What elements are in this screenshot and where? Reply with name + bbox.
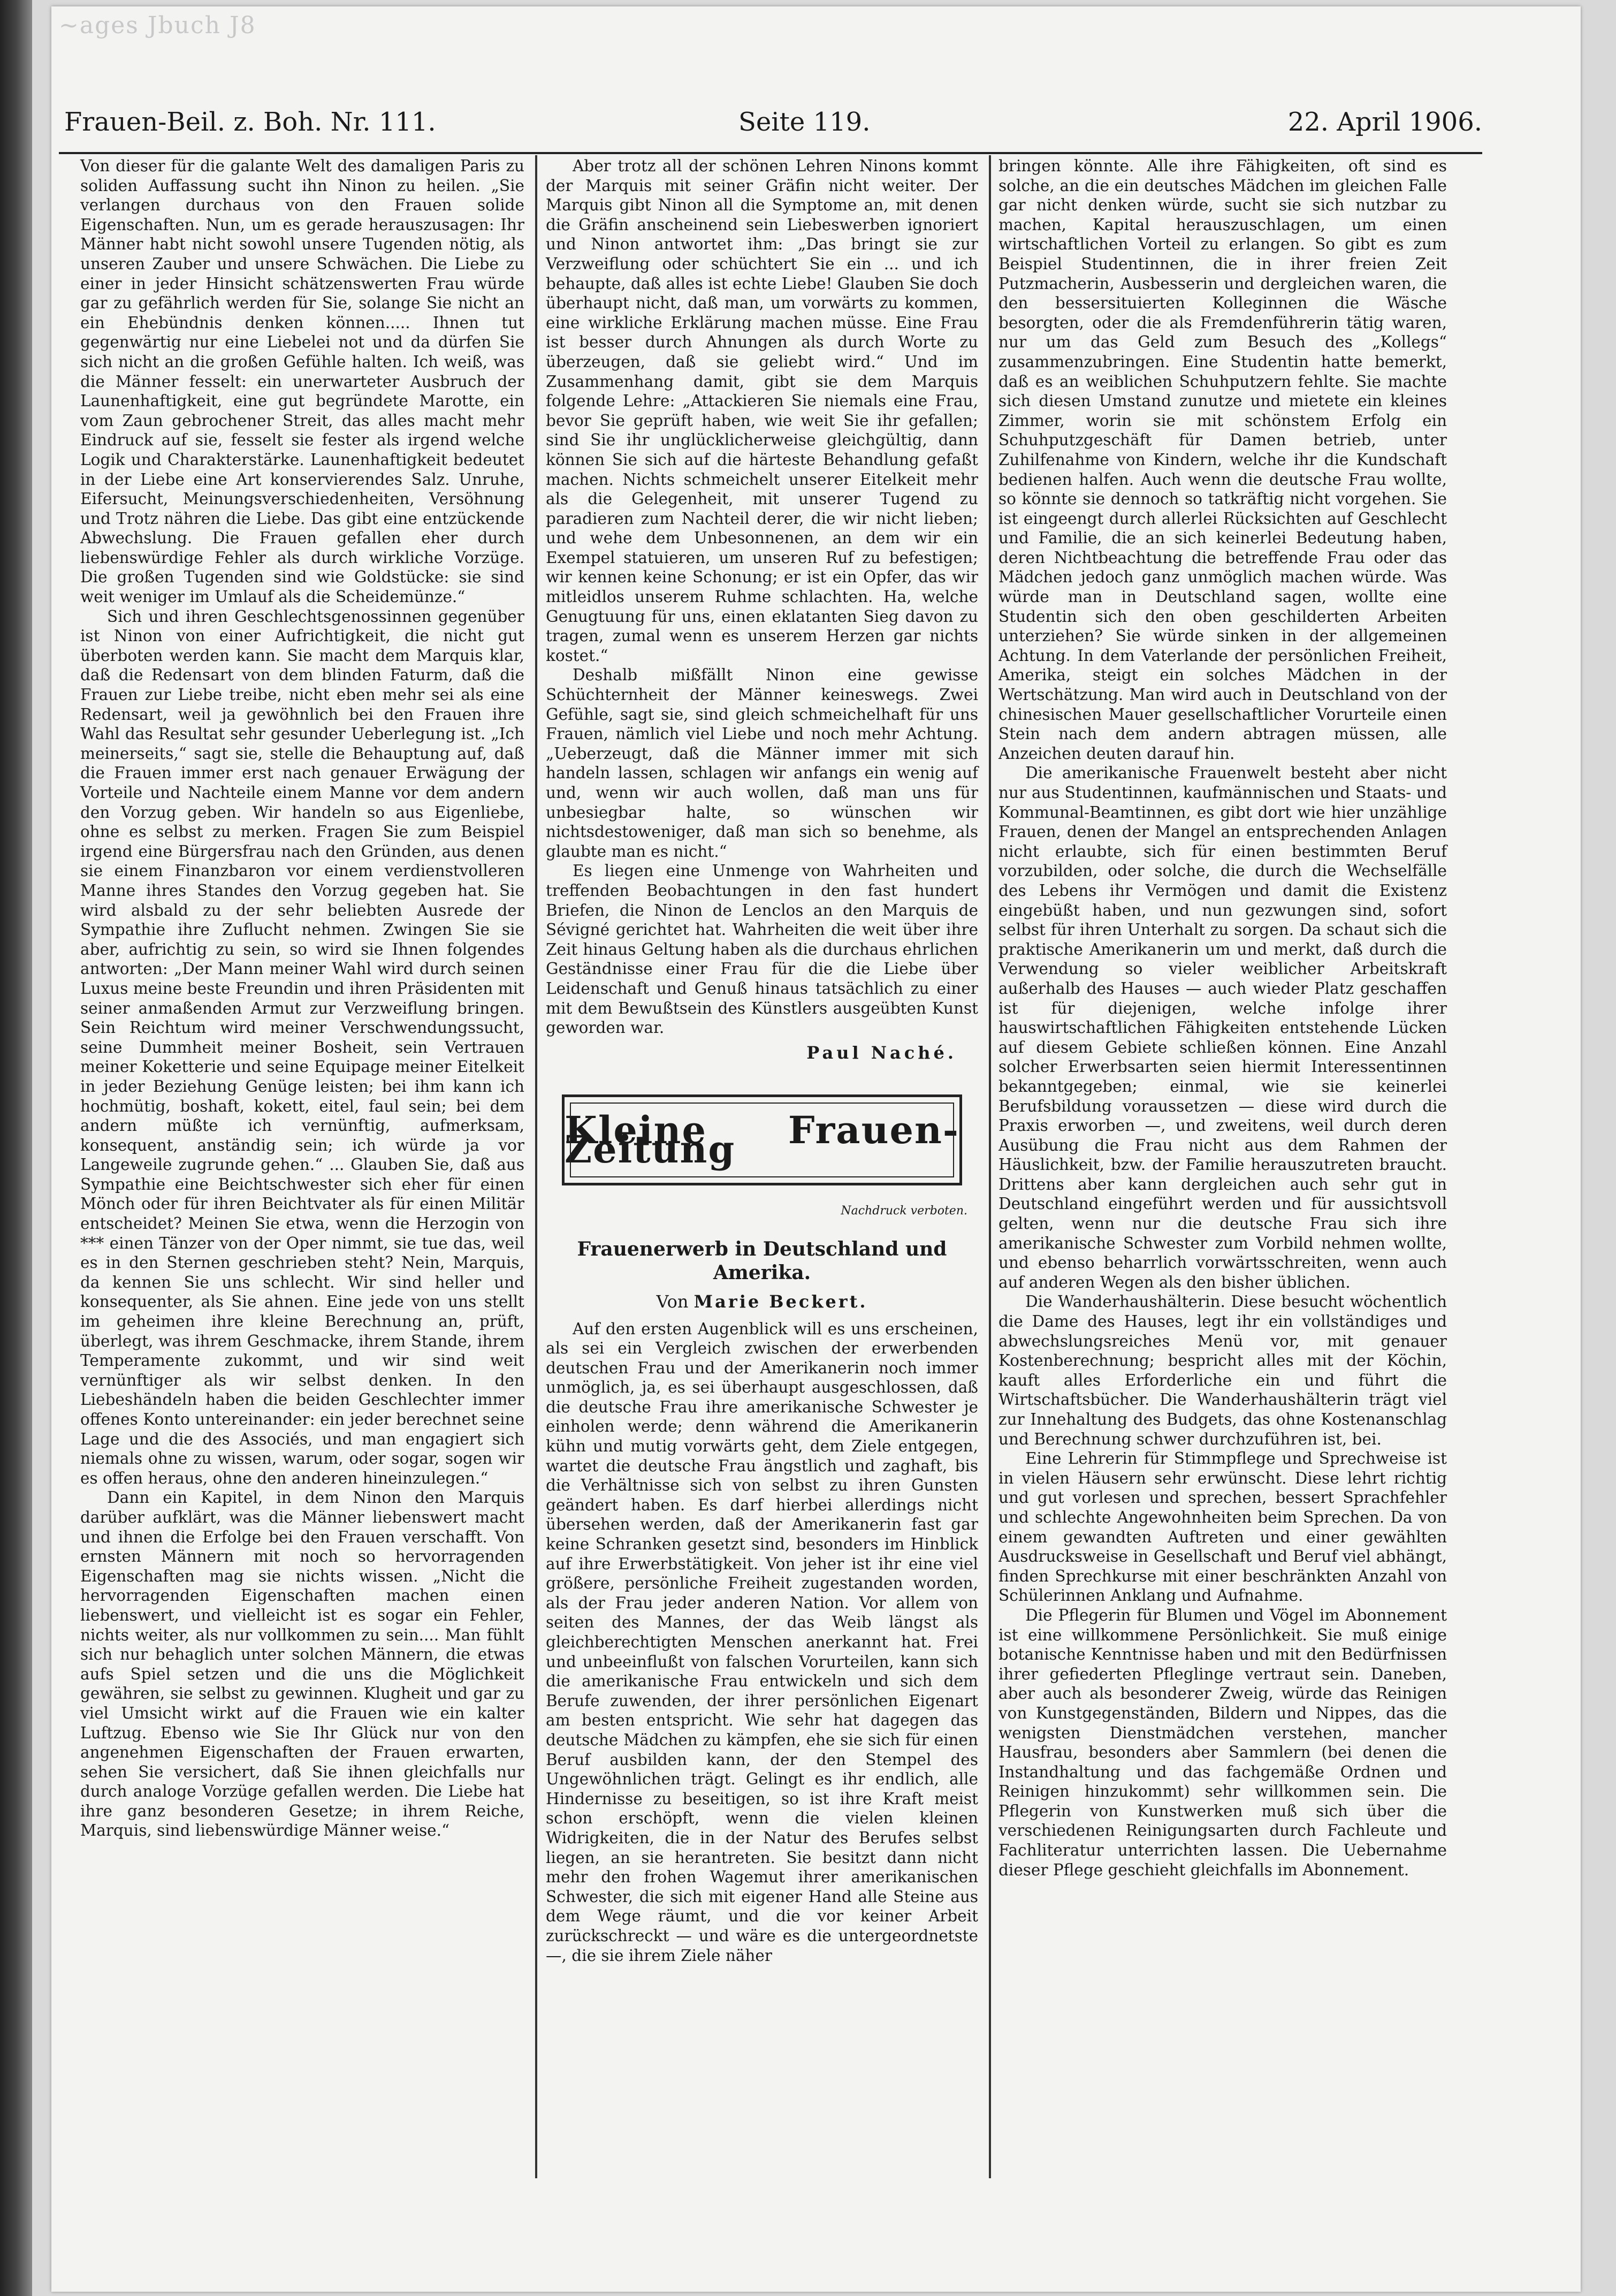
col3-paragraph: Die amerikanische Frauenwelt besteht aber nicht nur aus Studentinnen, kaufmännischen und Staats- und Kommunal-Beamtinnen, es gibt dort wie hier unzählige Frauen, denen der Mangel an entsprechenden Anlagen nicht erlaubte, sich für einen bestimmten Beruf vorzubilden, oder solche, die durch die Wechselfälle des Lebens ihr Vermögen und damit die Existenz eingebüßt haben, und nun gezwungen sind, sofort selbst für ihren Unterhalt zu sorgen. Da schaut sich die praktische Amerikanerin um und merkt, daß durch die Verwendung so vieler weiblicher Arbeitskraft außerhalb des Hauses — auch wieder Platz geschaffen ist für diejenigen, welche infolge ihrer hauswirtschaftlichen Fähigkeiten entstehende Lücken auf diesem Gebiete schließen können. Eine Anzahl solcher Erwerbsarten seien hiermit Interessentinnen bekanntgegeben; einmal, wie sie keinerlei Berufsbildung voraussetzen — diese wird durch die Praxis erworben —, und zweitens, weil durch deren Ausübung die Frau nicht aus dem Rahmen der Häuslichkeit, bzw. der Familie herauszutreten braucht. Drittens aber kann dergleichen auch sehr gut in Deutschland eingeführt werden und für aussichtsvoll gelten, wenn nur die deutsche Frau sich ihre amerikanische Schwester zum Vorbild nehmen wollte, und ebenso beharrlich vorwärtsschreiten, wenn auch auf anderen Wegen als den bisher üblichen. — [998, 764, 1447, 1291]
column-rule-1 — [535, 155, 537, 2178]
byline-prefix: Von — [656, 1291, 689, 1312]
article-paragraph: Auf den ersten Augenblick will es uns erscheinen, als sei ein Vergleich zwischen der erwerbenden deutschen Frau und der Amerikanerin noch immer unmöglich, ja, es sei überhaupt ausgeschlossen, daß die deutsche Frau ihre amerikanische Schwester je einholen werde; denn während die Amerikanerin kühn und mutig vorwärts geht, dem Ziele entgegen, wartet die deutsche Frau ängstlich und zaghaft, bis die Verhältnisse sich von selbst zu ihren Gunsten geändert haben. Es darf hierbei allerdings nicht übersehen werden, daß der Amerikanerin fast gar keine Schranken gesetzt sind, besonders im Hinblick auf ihre Erwerbstätigkeit. Von jeher ist ihr eine viel größere, persönliche Freiheit zugestanden worden, als der Frau jeder anderen Nation. Vor allem von seiten des Mannes, der das Weib längst als gleichberechtigten Menschen anerkannt hat. Frei und unbeeinflußt von falschen Vorurteilen, kann sich die amerikanische Frau entwickeln und sich dem Berufe zuwenden, der ihrer persönlichen Eigenart am besten entspricht. Wie sehr hat dagegen das deutsche Mädchen zu kämpfen, ehe sie sich für einen Beruf ausbilden kann, der den Stempel des Ungewöhnlichen trägt. Gelingt es ihr endlich, alle Hindernisse zu beseitigen, so ist ihre Kraft meist schon erschöpft, wenn die vielen kleinen Widrigkeiten, die in der Natur des Berufes selbst liegen, an sie herantreten. Sie besitzt dann nicht mehr den frohen Wagemut ihrer amerikanischen Schwester, die sich mit eigener Hand alle Steine aus dem Wege räumt, und die vor keiner Arbeit zurückschreckt — und wäre es die untergeordnetste —, die sie ihrem Ziele näher — [546, 1319, 978, 1965]
bleed-through-text: ~ages Jbuch J8 — [59, 12, 256, 39]
col2-paragraph: Aber trotz all der schönen Lehren Ninons kommt der Marquis mit seiner Gräfin nicht weiter. Der Marquis gibt Ninon all die Symptome an, mit denen die Gräfin anscheinend sein Liebeswerben ignoriert und Ninon antwortet ihm: „Das bringt sie zur Verzweiflung oder schüchtert Sie ein ... und ich behaupte, daß alles ist echte Liebe! Glauben Sie doch überhaupt nicht, daß man, um vorwärts zu kommen, eine wirkliche Erklärung machen müsse. Eine Frau ist besser durch Ahnungen als durch Worte zu überzeugen, daß sie geliebt wird.“ Und im Zusammenhang damit, gibt sie dem Marquis folgende Lehre: „Attackieren Sie niemals eine Frau, bevor Sie geprüft haben, wie weit Sie ihr gefallen; sind Sie ihr unglücklicherweise gleichgültig, dann können Sie sich auf die härteste Behandlung gefaßt machen. Nichts schmeichelt unserer Eitelkeit mehr als die Gelegenheit, mit unserer Tugend zu paradieren zum Nachteil derer, die wir nicht lieben; und wehe dem Unbesonnenen, an dem wir ein Exempel statuieren, um unseren Ruf zu befestigen; wir kennen keine Schonung; er ist ein Opfer, das wir mitleidlos unserem Ruhme schlachten. Ha, welche Genugtuung für uns, einen eklatanten Sieg davon zu tragen, zumal wenn es unserem Herzen gar nichts kostet.“ — [546, 157, 978, 665]
col2-paragraph: Es liegen eine Unmenge von Wahrheiten und treffenden Beobachtungen in den fast hundert Briefen, die Ninon de Lenclos an den Marquis de Sévigné gerichtet hat. Wahrheiten die weit über ihre Zeit hinaus Geltung haben als die durchaus ehrlichen Geständnisse einer Frau für die die Liebe über Leidenschaft und Genuß hinaus tatsächlich zu einer mit dem Bewußtsein des Künstlers ausgeübten Kunst geworden war. — [546, 862, 978, 1037]
header-date: 22. April 1906. — [1287, 107, 1482, 137]
section-title: Kleine Frauen-Zeitung — [565, 1107, 959, 1172]
col1-paragraph: Sich und ihren Geschlechtsgenossinnen gegenüber ist Ninon von einer Aufrichtigkeit, die nicht gut überboten werden kann. Sie macht dem Marquis klar, daß die Redensart von dem blinden Faturm, daß die Frauen zur Liebe treibe, nicht eben mehr sei als eine Redensart, weil ja gewöhnlich bei den Frauen ihre Wahl das Resultat sehr gesunder Ueberlegung ist. „Ich meinerseits,“ sagt sie, stelle die Behauptung auf, daß die Frauen immer erst nach genauer Erwägung der Vorteile und Nachteile einem Manne vor dem andern den Vorzug geben. Wir handeln so aus Eigenliebe, ohne es selbst zu merken. Fragen Sie zum Beispiel irgend eine Bürgersfrau nach den Gründen, aus denen sie einem Finanzbaron vor einem verdienstvolleren Manne ihres Standes den Vorzug gegeben hat. Sie wird alsbald zu der sehr beliebten Ausrede der Sympathie ihre Zuflucht nehmen. Zwingen Sie sie aber, aufrichtig zu sein, so wird sie Ihnen folgendes antworten: „Der Mann meiner Wahl wird durch seinen Luxus meine beste Freundin und ihren Präsidenten mit seiner anmaßenden Armut zur Verzweiflung bringen. Sein Reichtum wird meiner Verschwendungssucht, seine Dummheit meiner Bosheit, sein Vertrauen meiner Koketterie und seine Equipage meiner Eitelkeit in jeder Beziehung Genüge leisten; bei ihm kann ich hochmütig, boshaft, kokett, eitel, faul sein; bei dem andern müßte ich vernünftig, aufmerksam, konsequent, anständig sein; ich würde ja vor Langeweile zugrunde gehen.“ ... Glauben Sie, daß aus Sympathie eine Beichtschwester sich eher für einen Mönch oder für ihren Beichtvater als für einen Militär entscheidet? Meinen Sie etwa, wenn die Herzogin von *** einen Tänzer von der Oper nimmt, sie tue das, weil es in den Sternen geschrieben steht? Nein, Marquis, da kennen Sie uns schlecht. Wir sind heller und konsequenter, als Sie ahnen. Eine jede von uns stellt im geheimen ihre kleine Berechnung an, prüft, überlegt, was ihrem Geschmacke, ihrem Stande, ihrem Temperamente zukommt, und wir sind weit vernünftiger als wir selbst denken. In den Liebeshändeln haben die beiden Geschlechter immer offenes Konto untereinander: ein jeder berechnet seine Lage und die des Associés, und man engagiert sich niemals ohne zu wissen, warum, oder sogar, sogen wir es offen heraus, ohne den anderen hineinzulegen.“ — [80, 607, 524, 1487]
reprint-notice: Nachdruck verboten. — [841, 1204, 967, 1218]
header-publication: Frauen-Beil. z. Boh. Nr. 111. — [64, 107, 436, 137]
col3-paragraph: bringen könnte. Alle ihre Fähigkeiten, oft sind es solche, an die ein deutsches Mädchen im gleichen Falle gar nicht denken würde, sucht sie sich nutzbar zu machen, Kapital herauszuschlagen, um einen wirtschaftlichen Vorteil zu erlangen. So gibt es zum Beispiel Studentinnen, die in ihrer freien Zeit Putzmacherin, Ausbesserin und dergleichen waren, die den bessersituierten Kolleginnen die Wäsche besorgten, oder die als Fremdenführerin tätig waren, nur um das Geld zum Besuch des „Kollegs“ zusammenzubringen. Eine Studentin hatte bemerkt, daß es an weiblichen Schuhputzern fehlte. Sie machte sich diesen Umstand zunutze und mietete ein kleines Zimmer, worin sie mit schönstem Erfolg ein Schuhputzgeschäft für Damen betrieb, unter Zuhilfenahme von Kindern, welche ihr die Kundschaft bedienen halfen. Auch wenn die deutsche Frau wollte, so könnte sie dennoch so tatkräftig nicht vorgehen. Sie ist eingeengt durch allerlei Rücksichten auf Geschlecht und Familie, die an sich keinerlei Bedeutung haben, deren Nichtbeachtung die betreffende Frau oder das Mädchen jedoch ganz unmöglich machen würde. Was würde man in Deutschland sagen, wollte eine Studentin sich den oben geschilderten Arbeiten unterziehen? Sie würde sinken in der allgemeinen Achtung. In dem Vaterlande der persönlichen Freiheit, Amerika, steigt ein solches Mädchen in der Wertschätzung. Man wird auch in Deutschland von der chinesischen Mauer gesellschaftlicher Vorurteile einen Stein nach dem andern abtragen müssen, alle Anzeichen deuten darauf hin. — [998, 157, 1447, 763]
column-rule-2 — [989, 155, 991, 2178]
col1-paragraph: Von dieser für die galante Welt des damaligen Paris zu soliden Auffassung sucht ihn Ninon zu heilen. „Sie verlangen durchaus von den Frauen solide Eigenschaften. Nun, um es gerade herauszusagen: Ihr Männer habt nicht sowohl unsere Tugenden nötig, als unseren Zauber und unsere Schwächen. Die Liebe zu einer in jeder Hinsicht schätzenswerten Frau würde gar zu gefährlich werden für Sie, solange Sie nicht an ein Ehebündnis denken können..... Ihnen tut gegenwärtig nur eine Liebelei not und da dürfen Sie sich nicht an die großen Gefühle halten. Ich weiß, was die Männer fesselt: ein unerwarteter Ausbruch der Launenhaftigkeit, eine gut begründete Marotte, ein vom Zaun gebrochener Streit, das alles macht mehr Eindruck auf sie, fesselt sie fester als irgend welche Logik und Charakterstärke. Launenhaftigkeit bedeutet in der Liebe eine Art konservierendes Salz. Unruhe, Eifersucht, Meinungsverschiedenheiten, Versöhnung und Trotz nähren die Liebe. Das gibt eine entzückende Abwechslung. Die Frauen gefallen eher durch liebenswürdige Fehler als durch wirkliche Vorzüge. Die großen Tugenden sind wie Goldstücke: sie sind weit weniger im Umlauf als die Scheidemünze.“ — [80, 157, 524, 606]
header-page-number: Seite 119. — [738, 107, 871, 137]
col1-paragraph: Dann ein Kapitel, in dem Ninon den Marquis darüber aufklärt, was die Männer liebenswert macht und ihnen die Erfolge bei den Frauen verschafft. Von ernsten Männern mit noch so hervorragenden Eigenschaften mag sie nichts wissen. „Nicht die hervorragenden Eigenschaften machen einen liebenswert, und vielleicht ist es sogar ein Fehler, nichts weiter, als nur vollkommen zu sein.... Man fühlt sich nur behaglich unter solchen Männern, die etwas aufs Spiel setzen und die uns die Möglichkeit gewähren, sie selbst zu gewinnen. Klugheit und gar zu viel Umsicht wirkt auf die Frauen wie ein kalter Luftzug. Ebenso wie Sie Ihr Glück nur von den angenehmen Eigenschaften der Frauen erwarten, sehen Sie versichert, daß Sie ihnen gleichfalls nur durch analoge Vorzüge gefallen werden. Die Liebe hat ihre ganz besonderen Gesetze; in ihrem Reiche, Marquis, sind liebenswürdige Männer weise.“ — [80, 1488, 524, 1840]
article-byline — [546, 1292, 978, 1312]
column-1 — [80, 156, 524, 1841]
article-author: Marie Beckert. — [693, 1291, 868, 1312]
article-signature: Paul Naché. — [806, 1042, 957, 1063]
column-3 — [998, 156, 1447, 1880]
col2-paragraph: Deshalb mißfällt Ninon eine gewisse Schüchternheit der Männer keineswegs. Zwei Gefühle, sagt sie, sind gleich schmeichelhaft für uns Frauen, nämlich viel Liebe und noch mehr Achtung. „Ueberzeugt, daß die Männer immer mit sich handeln lassen, schlagen wir anfangs ein wenig auf und, wenn wir auch wollen, daß man uns für unbesiegbar halte, so wünschen wir nichtsdestoweniger, daß man sich so benehme, als glaubte man es nicht.“ — [546, 666, 978, 861]
article-title: Frauenerwerb in Deutschland und Amerika. — [577, 1237, 947, 1284]
col3-paragraph: Die Wanderhaushälterin. Diese besucht wöchentlich die Dame des Hauses, legt ihr ein vollständiges und abwechslungsreiches Menü vor, mit genauer Kostenberechnung; bespricht alles mit der Köchin, kauft alles Erforderliche ein und führt die Wirtschaftsbücher. Die Wanderhaushälterin trägt viel zur Innehaltung des Budgets, das ohne Kostenanschlag und Berechnung schwer durchzuführen ist, bei. — [998, 1293, 1447, 1448]
page-header — [64, 107, 1482, 145]
column-2 — [546, 156, 978, 1965]
scan-binding-edge — [0, 0, 32, 2296]
col3-paragraph: Eine Lehrerin für Stimmpflege und Sprechweise ist in vielen Häusern sehr erwünscht. Diese lehrt richtig und gut vorlesen und sprechen, bessert Sprachfehler und schlechte Angewohnheiten beim Sprechen. Da von einem gewandten Auftreten und einer gewählten Ausdrucksweise in Gesellschaft und Beruf viel abhängt, finden Sprechkurse mit einer beschränkten Anzahl von Schülerinnen Anklang und Aufnahme. — [998, 1449, 1447, 1605]
col3-paragraph: Die Pflegerin für Blumen und Vögel im Abonnement ist eine willkommene Persönlichkeit. Sie muß einige botanische Kenntnisse haben und mit den Bedürfnissen ihrer gefiederten Pfleglinge vertraut sein. Daneben, aber auch als besonderer Zweig, würde das Reinigen von Kunstgegenständen, Bildern und Nippes, das die wenigsten Dienstmädchen verstehen, mancher Hausfrau, besonders aber Sammlern (bei denen die Instandhaltung und das fachgemäße Ordnen und Reinigen hinzukommt) sehr willkommen sein. Die Pflegerin von Kunstwerken muß sich über die verschiedenen Reinigungsarten durch Fachleute und Fachliteratur unterrichten lassen. Die Uebernahme dieser Pflege geschieht gleichfalls im Abonnement. — [998, 1606, 1447, 1879]
section-banner — [562, 1094, 962, 1185]
header-rule — [59, 152, 1482, 154]
